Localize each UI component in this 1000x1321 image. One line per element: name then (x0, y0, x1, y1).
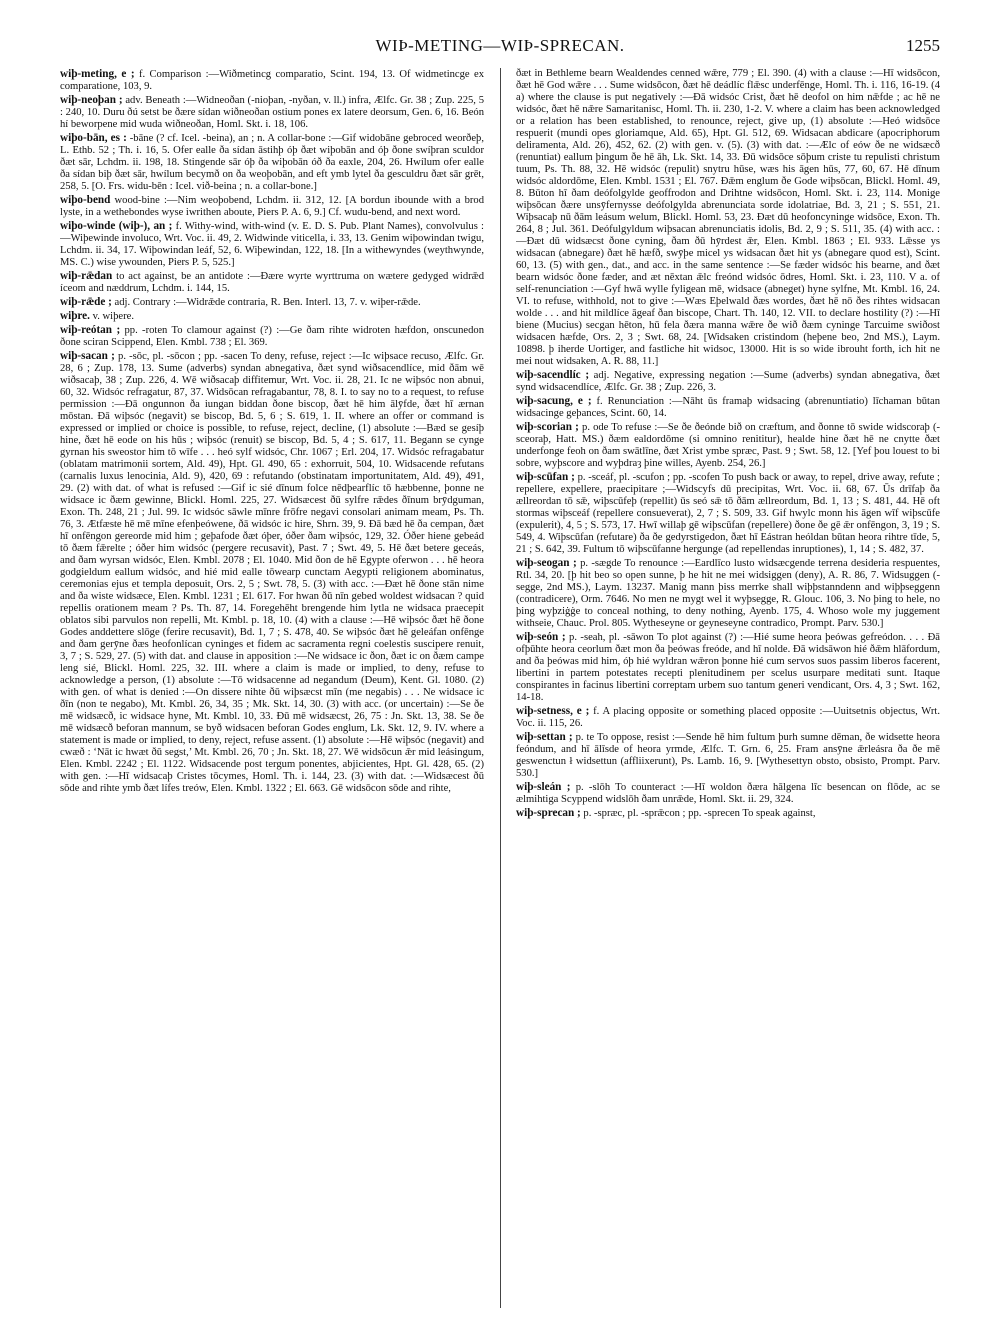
dictionary-entry (516, 731, 940, 780)
entry-headword: wiþ-sacan ; (60, 350, 115, 362)
running-head: WIÞ-METING—WIÞ-SPRECAN. (375, 36, 625, 55)
entry-headword: wiþ-seón ; (516, 631, 566, 643)
entry-definition: f. Renunciation :—Nāht ūs framaþ widsacing (abrenuntiatio) līchaman būtan widsacinge geþances, Scint. 60, 14. (516, 396, 940, 419)
dictionary-entry (60, 94, 484, 131)
entry-definition: p. -slōh To counteract :—Hī woldon ðæra hālgena līc besencan on flōde, ac se ælmihtiga Scyppend widslōh ðam unrǣde, Homl. Skt. ii. 29, 324. (516, 782, 940, 805)
dictionary-entry (516, 68, 940, 368)
dictionary-entry (60, 132, 484, 193)
entry-definition: ðæt in Bethleme bearn Wealdendes cenned wǣre, 779 ; El. 390. (4) with a clause :—Hī widsōcon, ðæt hē God wǣre . . . Sume widsōcon, ðæt hē deádlíc flǣsc underfēnge, Homl. Th. i. 116, 16-19. (4 a) where the clause is put negatively :—Ðā widsóc Crist, ðæt hē deofol on him nǣfde ; ac hē ne widsóc, ðæt hē nǣre Samaritanisc, Homl. Th. ii. 230, 1-2. V. where a claim has been acknowledged or a relation has been established, to renounce, reject, give up, (1) absolute :—Heó widsōce respuerit (mundi opes gloriamque, Ald. 65), Hpt. Gl. 512, 69. Widsacan abdicare (apocriphorum deliramenta, Ald. 26), 452, 62. (2) with gen. v. (5). (3) with dat. :—Ælc of eów ðe ne widsæcð (renuntiat) eallum þingum ðe hē āh, Lk. Skt. 14, 33. Ðū widsōce sōþum criste tu repulisti christum tuum, Ps. Th. 88, 32. Hē widsóc (repulit) snytru hūse, wæs his āgen hūs, 77, 60, 67. Hē dīnum widsóc aldordōme, Elen. Kmbl. 1531 ; El. 767. Ðǣm englum ðe Gode wiþsōcan, Blickl. Homl. 49, 8. Būton hī ðam deófolgylde geoffrodon and Drihtne widsōcon, Homl. Skt. i. 23, 114. Monige wiþsōcan ðære unsȳfernysse deófolgylda abrenunciata sorde idolatriae, Bd. 3, 21 ; S. 551, 21. Wiþsacaþ nū ðām leásum welum, Blickl. Homl. 53, 23. Ðæt dū heofoncyninge widsōce, Exon. Th. 264, 8 ; Jul. 361. Deófulgyldum wiþsacan abrenunciatis idolis, Bd. 2, 9 ; S. 511, 35. (4) with acc. :—Ðæt dū widsæcst ðone cyning, ðam ðū hȳrdest ǣr, Elen. Kmbl. 1863 ; El. 933. Lǣsse ys widsacan (abnegare) ðæt hē hæfð, swȳþe micel ys widsacan ðæt hit ys (abnegare quod est), Scint. 60, 13. (5) with gen., dat., and acc. in the same sentence :—Se fæder widsóc his bearne, and ðæt bearn widsóc ðone fæder, and æt nēxtan ǣlc freónd widsóc ōdres, Homl. Skt. i. 23, 110. V a. of self-renunciation :—Gyf hwā wylle fyligean mē, widsace (abneget) hyne sylfne, Mt. Kmbl. 16, 24. VI. to refuse, withhold, not to give :—Wæs Eþelwald ðæs wordes, ðæt hē nō ðes rihtes widsacan wolde . . . and hit mildlíce āgeaf ðan biscope, Chart. Th. 140, 12. VII. to declare hostility (?) :—Hī biene (Mucius) secgan hēton, hū fela ðæra manna wǣre ðe wið ðæm cyninge Tarcuime swiðost widsacen hæfde, Ors. 2, 3 ; Swt. 68, 24. [Widsaken cristindom (heþene beo, 2nd MS.), Laym. 10898. þ iherde Uortiger, and fastliche hit widsoc, 13000. Hit is so wide ibrouht forth, ich hit ne mei nout widsaken, A. R. 88, 11.] (516, 68, 940, 367)
dictionary-entry (60, 310, 484, 323)
entry-definition: p. -sōc, pl. -sōcon ; pp. -sacen To deny, refuse, reject :—Ic wiþsace recuso, Ælfc. Gr. 28, 6 ; Zup. 178, 13. Sume (adverbs) syndan abnegativa, ðæt synd wiðsacendlíce, mid ðām wē wiðsacaþ, 38 ; Zup. 226, 4. Wē wiðsacaþ diffitemur, Wrt. Voc. ii. 28, 21. Ic ne wiþsóc non abnui, 60, 32. Widsóc refragatur, 87, 37. Widsōcan refragabantur, 78, 8. I. to say no to a request, to refuse permission :—Ðā ongunnon ða iungan biddan ðone biscop, ðæt hē him ālȳfde, ðæt hī ærnan mōstan. Ðā wiþsóc (negavit) se biscop, Bd. 5, 6 ; S. 619, 1. II. where an offer or command is expressed or implied or choice is possible, to refuse, reject, decline, (1) absolute :—Bæd se gesíþ hine, ðæt hē eode on his hūs ; wiþsóc (renuit) se biscop, Bd. 5, 4 ; S. 617, 11. Begann se cynge gyrnan his sweostor him tō wīfe . . . heó sylf widsóc, Chr. 1067 ; Erl. 204, 17. Widsóc refragabatur (oblatam matrimonii sortem, Ald. 49), Hpt. Gl. 490, 65 : exhorruit, 504, 10. Widsacende refutans (carnalis luxus lenocinia, Ald. 9), 420, 69 : refutando (obstinatam importunitatem, Ald. 49), 491, 29. (2) with dat. of what is refused :—Gif ic sié dīnum folce nēdþearflíc tō hæbbenne, þonne ne widsace ic ðæm gewinne, Blickl. Homl. 225, 27. Widsæcest ðū sylfre rǣdes ðīnum brȳdguman, Exon. Th. 248, 21 ; Jul. 99. Ic widsóc sāwle mīnre frōfre negavi consolari animam meam, Ps. Th. 76, 3. Ætfæste hē mē mīne efenþeówene, ðā widsóc ic hire, Shrn. 39, 9. Ðā bæd hē ða cempan, ðæt hī onfēngon gereorde mid him ; geþafode ðæt óþer, óðer ðam wiþsóc, 129, 32. Óðer hiene gebeád tō ðæm fǣrelte ; óðer him widsóc (pergere recusavit), Past. 7 ; Swt. 49, 5. Hē ðæt betere geceás, and ðam wyrsan widsóc, Elen. Kmbl. 2078 ; El. 1040. Mid ðon de hē Egypte oferwon . . . hē heora godgieldum eallum widsóc, and hié mid ealle tōwearp cunctam Aegypti religionem abominatus, ceremonias ejus et templa deposuit, Ors. 2, 5 ; Swt. 78, 5. (3) with acc. :—Ðæt hē ðone stān nime and ða wiste widsæce, Elen. Kmbl. 1231 ; El. 617. For hwan ðū nīn gebed woldest widsacan ? quid repellis orationem meam ? Ps. Th. 87, 14. Foregehēht brengende him lytla ne widsaca praecepit oblatos sibi parvulos non repelli, Mt. Kmbl. p. 18, 10. (4) with a clause :—Hē wiþsóc ðæt hē ðone Godes anddettere slōge (ferire recusavit), Bd. 1, 7 ; S. 478, 40. Se wiþsóc ðæt hē geleáfan onfēnge and ðam gerȳne ðæs heofonlícan cyninges et fidem ac sacramenta regni coelestis suscipere renuit, 3, 7 ; S. 529, 27. (5) with dat. and clause in apposition :—Ne widsace ic ðon, ðæt ic on ðæm campe leng sié, Blickl. Homl. 225, 32. III. where a claim is made or implied, to deny, refuse to acknowledge a person, (1) absolute :—Tō widsacenne ad negandum (Deum), Kent. Gl. 1080. (2) with gen. of what is denied :—On dissere nihte ðū wiþsæcst mīn (me negabis) . . . Ne widsace ic ðīn (non te negabo), Mt. Kmbl. 26, 34, 35 ; Mk. Skt. 14, 30. (3) with acc. (or uncertain) :—Se ðe mē widsæcð, ic widsace hyne, Mt. Kmbl. 10, 33. Ðū mē widsæcst, 26, 75 : Jn. Skt. 13, 38. Se ðe mē widsæcð beforan mannum, se byð widsacen beforan Godes englum, Lk. Skt. 12, 9. IV. where a statement is made or implied, to deny, reject, refuse assent. (1) absolute :—Hē wiþsóc (negavit) and cwæð : ‘Nāt ic hwæt ðū segst,’ Mt. Kmbl. 26, 70 ; Jn. Skt. 18, 27. Wē widsōcun ǣr mid leásingum, Elen. Kmbl. 2242 ; El. 1122. Widsacende post tergum ponentes, abjicientes, Hpt. Gl. 428, 65. (2) with gen. :—Hī widsacaþ Cristes tōcymes, Homl. Th. i. 144, 23. (3) with dat. :—Widsæcest ðū sōde and rihte ymb ðæt lífes treów, Elen. Kmbl. 1322 ; El. 663. Gē widsōcon sōde and rihte, (60, 351, 484, 794)
dictionary-columns (60, 68, 940, 1308)
dictionary-entry (516, 369, 940, 394)
entry-definition: v. wiþere. (92, 311, 134, 322)
entry-headword: wiþ-neoþan ; (60, 94, 123, 106)
page-header (60, 36, 940, 60)
entry-definition: to act against, be an antidote :—Ðære wyrte wyrttruma on wætere gedyged widrǣd íceom and næddrum, Lchdm. i. 144, 15. (60, 271, 484, 294)
dictionary-entry (516, 781, 940, 806)
entry-headword: wiþo-bān, es : (60, 132, 127, 144)
entry-definition: -bāne (? cf. Icel. -beina), an ; n. A collar-bone :—Gif widobāne gebroced weorðeþ, L. Ethb. 52 ; Th. i. 16, 5. Ofer ealle ða sídan āstihþ óþ ðæt wiþobān and óþ ðone swíþran sculdor ðæt sār, Lchdm. ii. 198, 18. Stingende sār óþ ða wiþobān óð ða eaxle, 204, 26. Hwílum ofer ealle ða sídan biþ ðæt sār, hwílum becymð on ða weoþobān, and eft ymb lytel ða gesculdru ðæt sār grēt, 258, 5. [O. Frs. widu-bēn : Icel. við-beina ; n. a collar-bone.] (60, 133, 484, 192)
dictionary-entry (516, 421, 940, 470)
entry-headword: wiþ-setness, e ; (516, 705, 590, 717)
dictionary-entry (60, 350, 484, 795)
column-divider (500, 68, 501, 1308)
entry-definition: p. -seah, pl. -sāwon To plot against (?) :—Hié sume heora þeówas gefreódon. . . . Ðā ofþūhte heora ceorlum ðæt mon ða þeówas freóde, and hī nolde. Ðā widsāwon hié ðǣm hlāfordum, and ða þeówas mid him, óþ hié wyldran wǣron þonne hié cum servos suos passim liberos facerent, libertini in partem potestates recepti plenitudinem per scelus usurpare meditati sunt. Itaque conspirantes in facinus libertini correptam urbem suo tantum generi vendicant, Ors. 4, 3 ; Swt. 162, 14-18. (516, 632, 940, 703)
dictionary-entry (60, 324, 484, 349)
entry-headword: wiþ-rǣde ; (60, 296, 112, 308)
entry-headword: wiþ-rǣdan (60, 270, 113, 282)
dictionary-entry (516, 631, 940, 704)
entry-headword: wiþ-sleán ; (516, 781, 571, 793)
entry-definition: p. ode To refuse :—Se ðe ðeónde bið on cræftum, and ðonne tō swide widscoraþ (-sceoraþ, Hatt. MS.) ðæm ealdordōme (si omnino renititur), healde hine ðæt hē ne cnytte ðæt underfonge feoh on ðam swātlīne, ðæt Xrist ymbe spræc, Past. 9 ; Swt. 58, 12. [Yef þou louest to bi sobre, wyþscore and wyþdraȝ þine willes, Ayenb. 254, 26.] (516, 422, 940, 469)
dictionary-entry (60, 68, 484, 93)
entry-headword: wiþ-sprecan ; (516, 807, 581, 819)
dictionary-entry (516, 807, 940, 820)
entry-headword: wiþ-scorian ; (516, 421, 579, 433)
dictionary-entry (60, 194, 484, 219)
dictionary-entry (60, 296, 484, 309)
entry-definition: f. A placing opposite or something placed opposite :—Uuitsetnis objectus, Wrt. Voc. ii. 115, 26. (516, 706, 940, 729)
right-column (516, 68, 940, 1308)
left-column (60, 68, 484, 1308)
entry-definition: f. Withy-wind, with-wind (v. E. D. S. Pub. Plant Names), convolvulus :—Wiþewinde involuco, Wrt. Voc. ii. 49, 2. Widwinde viticella, i. 33, 13. Genim wiþowindan twigu, Lchdm. ii. 34, 17. Wiþowindan leáf, 52, 6. Wiþewindan, 122, 18. [In a withewyndes (weythwynde, MS. C.) wise ywounden, Piers P. 5, 525.] (60, 221, 484, 268)
entry-headword: wiþ-reótan ; (60, 324, 121, 336)
entry-definition: p. -sceáf, pl. -scufon ; pp. -scofen To push back or away, to repel, drive away, refute ; repellere, expellere, praecipitare ;—Widscyfs dū precipitas, Wrt. Voc. ii. 68, 67. Ūs drīfaþ ða ællreordan tō sǣ, wiþscūfeþ (repellit) ūs seó sǣ tō ðām ællreordum, Bd. 1, 13 ; S. 481, 44. Hē oft stormas wiþsceáf (repellere consueverat), 2, 7 ; S. 509, 33. Gif hwylc monn his āgen wīf wiþscūfe (expulerit), 4, 5 ; S. 573, 17. Hwī willaþ gē wiþscūfan (repellere) ðone ðe gē ǣr onfēngon, 3, 19 ; S. 549, 4. Wiþscūfan (refutare) ða ðe gedyrstigedon, ðæt hī Eástran heóldan būtan heora rihtre tīde, 5, 21 ; S. 642, 39. Fultum tō wiþscūfanne hergunge (ad repellendas inruptiones), 1, 14 ; S. 482, 37. (516, 472, 940, 555)
entry-definition: p. -sægde To renounce :—Eardlīco lusto widsæcgende terrena desideria respuentes, Rtl. 34, 20. [þ hit beo so open sunne, þ he hit ne mei widsiggen (deny), A. R. 86, 7. Widsuggen (-segge, 2nd MS.), Laym. 13237. Manig mann þiss merrke shall wiþþstanndenn and wiþþseggenn (contradicere), Orm. 7646. No men ne mygt wel it wyþsegge, R. Glouc. 106, 3. No þing to hele, no þing wyþziġġe to conceal nothing, to deny nothing, Ayenb. 175, 4. Whoso wole my juggement withseie, Chauc. Prol. 805. Wytheseyne or geyneseyne contradico, Prompt. Parv. 530.] (516, 558, 940, 629)
entry-headword: wiþ-sacendlíc ; (516, 369, 590, 381)
dictionary-entry (60, 220, 484, 269)
dictionary-entry (516, 557, 940, 630)
entry-definition: p. te To oppose, resist :—Sende hē him fultum þurh sumne dēman, ðe widsette heora feóndum, and hī ālīsde of heora yrmde, Ælfc. T. Grn. 6, 25. Fram ansȳne ǣrleásra ða ðe mē geswenctun ł widsettun (affliixerunt), Ps. Lamb. 16, 9. [Wythesettyn obsto, obsisto, Prompt. Parv. 530.] (516, 732, 940, 779)
entry-definition: wood-bine :—Nim weoþobend, Lchdm. ii. 312, 12. [A bordun ibounde with a brod lyste, in a wethebondes wyse iwrithen aboute, Piers P. A. 6, 9.] Cf. wudu-bend, and next word. (60, 195, 484, 218)
entry-definition: pp. -roten To clamour against (?) :—Ge ðam rihte widroten hæfdon, onscunedon ðone sciran Scippend, Elen. Kmbl. 738 ; El. 369. (60, 325, 484, 348)
entry-headword: wiþo-bend (60, 194, 111, 206)
entry-headword: wiþ-meting, e ; (60, 68, 135, 80)
entry-definition: adj. Negative, expressing negation :—Sume (adverbs) syndan abnegativa, ðæt synd widsacendlíce, Ælfc. Gr. 38 ; Zup. 226, 3. (516, 370, 940, 393)
entry-definition: f. Comparison :—Wiðmetincg comparatio, Scint. 194, 13. Of widmetincge ex comparatione, 103, 9. (60, 69, 484, 92)
entry-headword: wiþ-settan ; (516, 731, 573, 743)
entry-headword: wiþre. (60, 310, 90, 322)
dictionary-entry (516, 471, 940, 556)
entry-definition: adv. Beneath :—Widneoðan (-nioþan, -nyðan, v. ll.) infra, Ælfc. Gr. 38 ; Zup. 225, 5 : 240, 10. Duru ðú setst be ðære sídan wiðneoðan ostium pones ex latere deorsum, Gen. 6, 16. Beón hí beworpene mid wuda wiðneoðan, Homl. Skt. i. 18, 106. (60, 95, 484, 130)
entry-headword: wiþ-seogan ; (516, 557, 577, 569)
dictionary-entry (516, 395, 940, 420)
entry-headword: wiþo-winde (wiþ-), an ; (60, 220, 173, 232)
entry-headword: wiþ-scūfan ; (516, 471, 575, 483)
dictionary-entry (60, 270, 484, 295)
entry-definition: p. -spræc, pl. -sprǣcon ; pp. -sprecen To speak against, (583, 808, 816, 819)
entry-headword: wiþ-sacung, e ; (516, 395, 592, 407)
page-number: 1255 (906, 36, 940, 55)
dictionary-entry (516, 705, 940, 730)
entry-definition: adj. Contrary :—Widrǣde contraria, R. Ben. Interl. 13, 7. v. wiþer-rǣde. (114, 297, 421, 308)
